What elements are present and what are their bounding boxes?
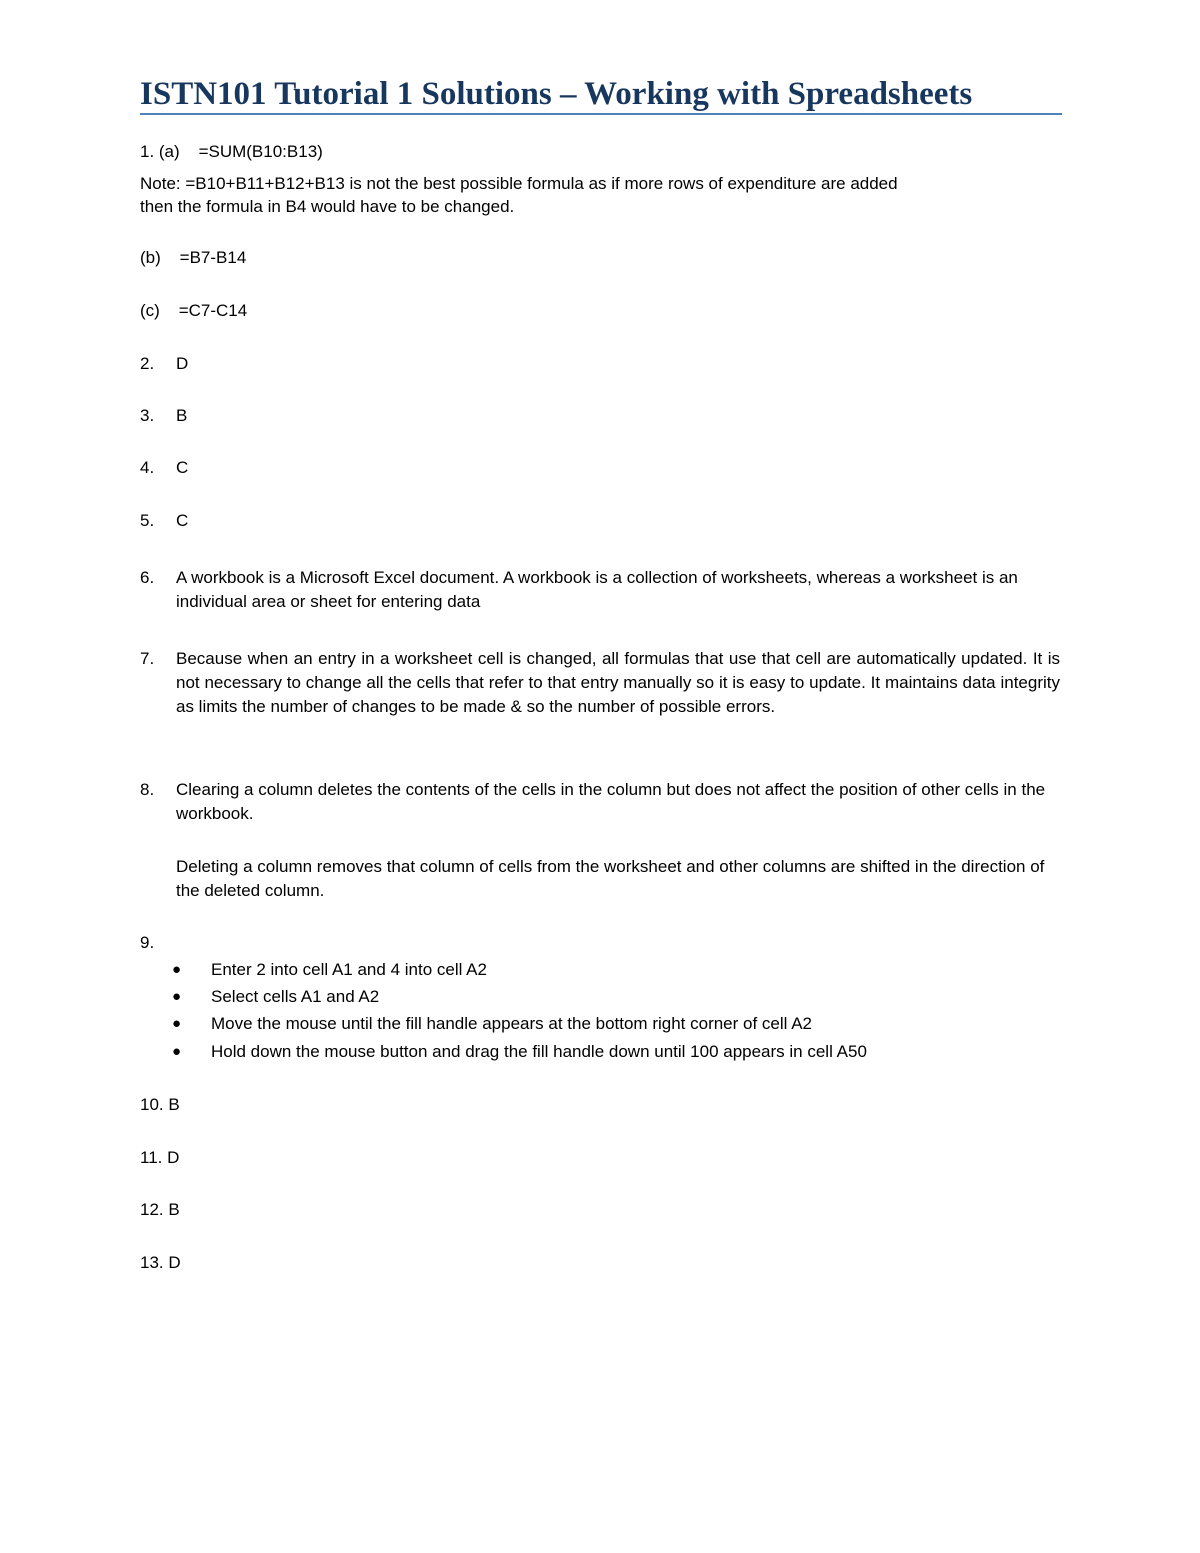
q5-answer: C (176, 511, 189, 530)
q8-answer-clearing: Clearing a column deletes the contents of the cells in the column but does not affect the position of other cells in the workbook. (176, 780, 1046, 823)
q2-answer: D (176, 354, 189, 373)
q11-answer: 11. D (140, 1148, 180, 1167)
q4-number: 4. (140, 458, 155, 477)
q4-answer: C (176, 458, 189, 477)
q1-part-b: (b) =B7-B14 (140, 248, 247, 267)
q5-number: 5. (140, 511, 155, 530)
title-underline (140, 113, 1062, 115)
bullet-icon: ● (172, 1043, 182, 1060)
q7-answer: Because when an entry in a worksheet cell is changed, all formulas that use that cell are automatically updated. It is not necessary to change all the cells that refer to that entry manually so it is easy to update. It maintains data integrity as limits the number of changes to be made & so the number of possible errors. (176, 649, 1060, 716)
q9-step: Move the mouse until the fill handle appears at the bottom right corner of cell A2 (211, 1014, 813, 1033)
q3-number: 3. (140, 406, 155, 425)
q1-note-line-1: Note: =B10+B11+B12+B13 is not the best possible formula as if more rows of expenditure are added (140, 174, 898, 193)
bullet-icon: ● (172, 988, 182, 1005)
q3-answer: B (176, 406, 188, 425)
page-title: ISTN101 Tutorial 1 Solutions – Working with Spreadsheets (140, 76, 973, 112)
q10-answer: 10. B (140, 1095, 180, 1114)
q6-number: 6. (140, 568, 155, 587)
q6-answer: A workbook is a Microsoft Excel document. A workbook is a collection of worksheets, whereas a worksheet is an individual area or sheet for entering data (176, 568, 1018, 611)
q7-number: 7. (140, 649, 155, 668)
q12-answer: 12. B (140, 1200, 180, 1219)
q9-step: Hold down the mouse button and drag the fill handle down until 100 appears in cell A50 (211, 1042, 867, 1061)
q1-part-a: 1. (a) =SUM(B10:B13) (140, 142, 323, 161)
q9-step: Select cells A1 and A2 (211, 987, 380, 1006)
q9-step: Enter 2 into cell A1 and 4 into cell A2 (211, 960, 487, 979)
q8-answer-deleting: Deleting a column removes that column of cells from the worksheet and other columns are shifted in the direction of the deleted column. (176, 857, 1045, 900)
bullet-icon: ● (172, 1015, 182, 1032)
q2-number: 2. (140, 354, 155, 373)
bullet-icon: ● (172, 961, 182, 978)
q1-note-line-2: then the formula in B4 would have to be changed. (140, 197, 515, 216)
q13-answer: 13. D (140, 1253, 181, 1272)
q1-part-c: (c) =C7-C14 (140, 301, 248, 320)
q9-number: 9. (140, 933, 155, 952)
q8-number: 8. (140, 780, 155, 799)
